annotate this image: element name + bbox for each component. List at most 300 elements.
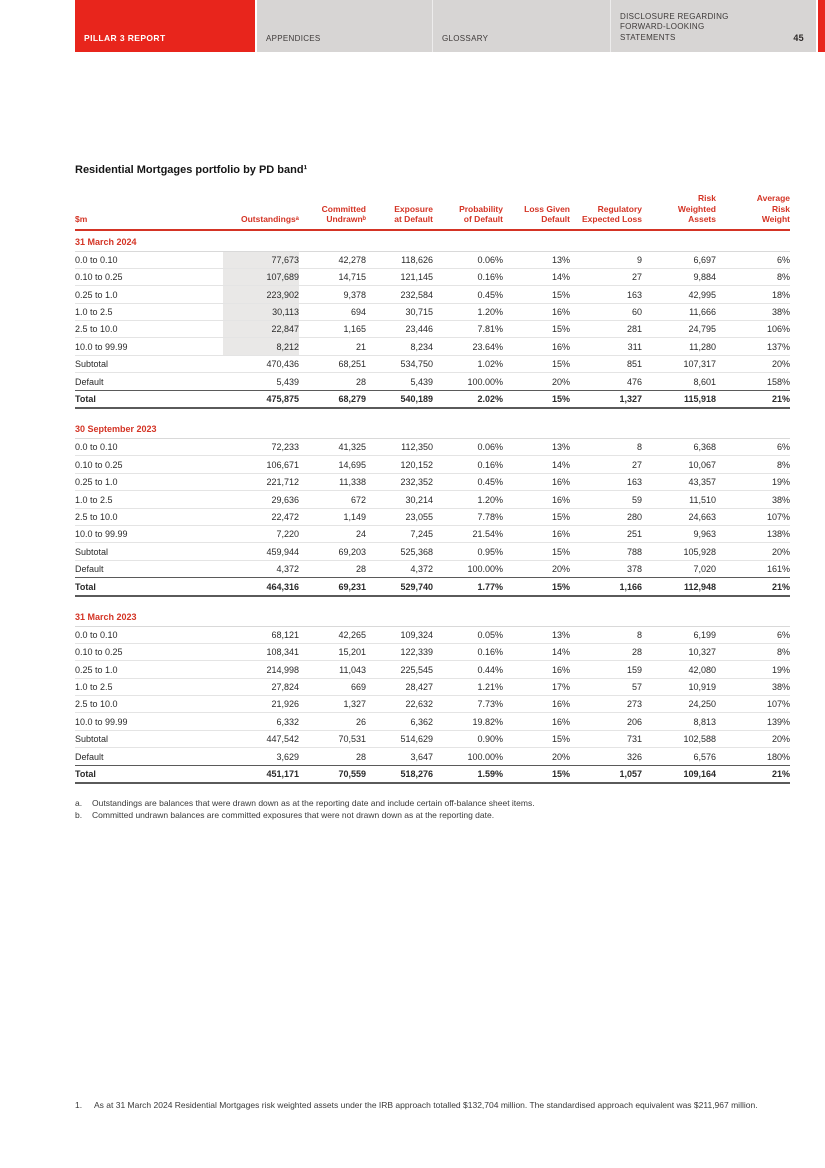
- cell-average-risk-weight: 38%: [716, 303, 790, 320]
- cell-outstandings: 21,926: [223, 696, 299, 713]
- row-label: 0.25 to 1.0: [75, 473, 223, 490]
- cell-loss-given-default: 17%: [503, 678, 570, 695]
- cell-regulatory-expected-loss: 851: [570, 355, 642, 372]
- cell-committed-undrawn: 669: [299, 678, 366, 695]
- cell-committed-undrawn: 42,278: [299, 251, 366, 268]
- cell-outstandings: 68,121: [223, 626, 299, 643]
- cell-outstandings: 8,212: [223, 338, 299, 355]
- cell-outstandings: 451,171: [223, 765, 299, 783]
- cell-outstandings: 4,372: [276, 564, 299, 575]
- cell-risk-weighted-assets: 8,813: [642, 713, 716, 730]
- cell-exposure-at-default: 28,427: [366, 678, 433, 695]
- cell-exposure-at-default: 5,439: [410, 376, 433, 387]
- cell-loss-given-default: 16%: [503, 491, 570, 508]
- cell-regulatory-expected-loss: 326: [626, 751, 642, 762]
- row-label: 2.5 to 10.0: [75, 508, 223, 525]
- cell-loss-given-default: 15%: [503, 578, 570, 596]
- table-row: [75, 643, 790, 660]
- cell-regulatory-expected-loss: 273: [570, 696, 642, 713]
- cell-outstandings: 470,436: [223, 355, 299, 372]
- cell-average-risk-weight: 19%: [716, 473, 790, 490]
- column-header-pd-band: $m: [75, 193, 223, 230]
- cell-exposure-at-default: 232,352: [366, 473, 433, 490]
- pd-band-table-container: [75, 193, 790, 784]
- cell-committed-undrawn: 68,279: [299, 390, 366, 408]
- cell-risk-weighted-assets: 9,963: [642, 525, 716, 542]
- cell-committed-undrawn: 70,559: [299, 765, 366, 783]
- column-header-average-risk-weight: Average Risk Weight: [716, 193, 790, 230]
- cell-probability-of-default: 100.00%: [467, 751, 503, 762]
- cell-loss-given-default: 16%: [503, 661, 570, 678]
- row-label: Default: [75, 751, 104, 762]
- cell-risk-weighted-assets: 43,357: [642, 473, 716, 490]
- table-row: [75, 578, 790, 596]
- cell-probability-of-default: 0.44%: [433, 661, 503, 678]
- cell-exposure-at-default: 4,372: [410, 564, 433, 575]
- cell-risk-weighted-assets: 24,663: [642, 508, 716, 525]
- cell-exposure-at-default: 8,234: [366, 338, 433, 355]
- table-row: [75, 560, 790, 577]
- cell-committed-undrawn: 14,695: [299, 456, 366, 473]
- table-row: [75, 390, 790, 408]
- row-label: 0.0 to 0.10: [75, 626, 223, 643]
- row-label: 0.10 to 0.25: [75, 268, 223, 285]
- footnote-line: [75, 809, 790, 821]
- cell-loss-given-default: 15%: [503, 286, 570, 303]
- row-label: Default: [75, 564, 104, 575]
- row-label: 2.5 to 10.0: [75, 321, 223, 338]
- cell-committed-undrawn: 68,251: [299, 355, 366, 372]
- cell-risk-weighted-assets: 11,510: [642, 491, 716, 508]
- cell-exposure-at-default: 232,584: [366, 286, 433, 303]
- cell-average-risk-weight: 20%: [716, 355, 790, 372]
- cell-outstandings: 29,636: [223, 491, 299, 508]
- table-row: [75, 765, 790, 783]
- cell-probability-of-default: 7.81%: [433, 321, 503, 338]
- cell-probability-of-default: 100.00%: [467, 376, 503, 387]
- row-label: 0.25 to 1.0: [75, 661, 223, 678]
- cell-loss-given-default: 14%: [503, 268, 570, 285]
- cell-regulatory-expected-loss: 159: [570, 661, 642, 678]
- table-row: [75, 678, 790, 695]
- row-label: 1.0 to 2.5: [75, 678, 223, 695]
- cell-probability-of-default: 0.06%: [433, 251, 503, 268]
- cell-average-risk-weight: 21%: [716, 390, 790, 408]
- row-label: 0.0 to 0.10: [75, 251, 223, 268]
- cell-risk-weighted-assets: 10,327: [642, 643, 716, 660]
- cell-risk-weighted-assets: 7,020: [693, 564, 716, 575]
- row-label: Total: [75, 390, 223, 408]
- tab-glossary-label: GLOSSARY: [442, 34, 489, 43]
- cell-exposure-at-default: 109,324: [366, 626, 433, 643]
- row-label: 0.10 to 0.25: [75, 456, 223, 473]
- cell-probability-of-default: 21.54%: [433, 525, 503, 542]
- cell-probability-of-default: 0.95%: [433, 543, 503, 560]
- cell-loss-given-default: 15%: [503, 355, 570, 372]
- cell-committed-undrawn: 42,265: [299, 626, 366, 643]
- cell-loss-given-default: 20%: [551, 751, 570, 762]
- column-header-committed-undrawn: Committed Undrawnᵇ: [299, 193, 366, 230]
- cell-regulatory-expected-loss: 8: [570, 439, 642, 456]
- cell-exposure-at-default: 225,545: [366, 661, 433, 678]
- footnote-marker: b.: [75, 810, 83, 821]
- cell-regulatory-expected-loss: 27: [570, 456, 642, 473]
- cell-exposure-at-default: 23,055: [366, 508, 433, 525]
- cell-committed-undrawn: 41,325: [299, 439, 366, 456]
- cell-risk-weighted-assets: 11,666: [642, 303, 716, 320]
- cell-loss-given-default: 13%: [503, 626, 570, 643]
- cell-loss-given-default: 15%: [503, 390, 570, 408]
- section-date: 30 September 2023: [75, 408, 790, 439]
- cell-probability-of-default: 0.45%: [433, 286, 503, 303]
- main-content: [75, 52, 790, 822]
- cell-regulatory-expected-loss: 280: [570, 508, 642, 525]
- row-label: Total: [75, 765, 223, 783]
- cell-regulatory-expected-loss: 251: [570, 525, 642, 542]
- nav-left-margin: [0, 0, 75, 52]
- footnote-marker: a.: [75, 798, 83, 809]
- cell-committed-undrawn: 672: [299, 491, 366, 508]
- cell-regulatory-expected-loss: 1,057: [570, 765, 642, 783]
- cell-outstandings: 108,341: [223, 643, 299, 660]
- cell-probability-of-default: 0.16%: [433, 456, 503, 473]
- table-row: [75, 268, 790, 285]
- cell-committed-undrawn: 69,231: [299, 578, 366, 596]
- table-row: [75, 626, 790, 643]
- column-header-loss-given-default: Loss Given Default: [503, 193, 570, 230]
- cell-regulatory-expected-loss: 281: [570, 321, 642, 338]
- cell-outstandings: 22,472: [223, 508, 299, 525]
- cell-outstandings: 77,673: [223, 251, 299, 268]
- cell-committed-undrawn: 69,203: [299, 543, 366, 560]
- table-footnotes: [75, 797, 790, 822]
- row-label: Subtotal: [75, 543, 223, 560]
- row-label: 1.0 to 2.5: [75, 491, 223, 508]
- cell-average-risk-weight: 38%: [716, 491, 790, 508]
- cell-exposure-at-default: 3,647: [410, 751, 433, 762]
- cell-outstandings: 30,113: [223, 303, 299, 320]
- cell-outstandings: 6,332: [223, 713, 299, 730]
- cell-exposure-at-default: 7,245: [366, 525, 433, 542]
- cell-probability-of-default: 0.45%: [433, 473, 503, 490]
- pd-band-table: [75, 193, 790, 784]
- tab-appendices-label: APPENDICES: [266, 34, 321, 43]
- row-label: 1.0 to 2.5: [75, 303, 223, 320]
- cell-exposure-at-default: 120,152: [366, 456, 433, 473]
- cell-average-risk-weight: 6%: [716, 626, 790, 643]
- cell-committed-undrawn: 14,715: [299, 268, 366, 285]
- table-row: [75, 303, 790, 320]
- cell-committed-undrawn: 11,338: [299, 473, 366, 490]
- cell-regulatory-expected-loss: 731: [570, 730, 642, 747]
- tab-disclosure-forward-looking[interactable]: [611, 0, 816, 52]
- cell-exposure-at-default: 518,276: [366, 765, 433, 783]
- cell-committed-undrawn: 24: [299, 525, 366, 542]
- cell-exposure-at-default: 534,750: [366, 355, 433, 372]
- cell-regulatory-expected-loss: 1,166: [570, 578, 642, 596]
- section-header-row: [75, 230, 790, 252]
- cell-loss-given-default: 16%: [503, 473, 570, 490]
- cell-exposure-at-default: 121,145: [366, 268, 433, 285]
- cell-average-risk-weight: 6%: [716, 439, 790, 456]
- cell-probability-of-default: 1.59%: [433, 765, 503, 783]
- cell-risk-weighted-assets: 102,588: [642, 730, 716, 747]
- cell-exposure-at-default: 30,214: [366, 491, 433, 508]
- section-date: 31 March 2024: [75, 230, 790, 252]
- row-label: Subtotal: [75, 730, 223, 747]
- cell-regulatory-expected-loss: 28: [570, 643, 642, 660]
- cell-risk-weighted-assets: 6,576: [693, 751, 716, 762]
- row-label: 10.0 to 99.99: [75, 338, 223, 355]
- cell-risk-weighted-assets: 6,199: [642, 626, 716, 643]
- cell-regulatory-expected-loss: 163: [570, 286, 642, 303]
- cell-committed-undrawn: 28: [355, 751, 366, 762]
- cell-exposure-at-default: 6,362: [366, 713, 433, 730]
- cell-regulatory-expected-loss: 8: [570, 626, 642, 643]
- cell-regulatory-expected-loss: 27: [570, 268, 642, 285]
- table-row: [75, 251, 790, 268]
- cell-risk-weighted-assets: 8,601: [693, 376, 716, 387]
- table-row: [75, 473, 790, 490]
- table-row: [75, 338, 790, 355]
- cell-probability-of-default: 1.21%: [433, 678, 503, 695]
- cell-outstandings: 27,824: [223, 678, 299, 695]
- table-row: [75, 543, 790, 560]
- cell-loss-given-default: 16%: [503, 338, 570, 355]
- page-title: Residential Mortgages portfolio by PD band¹: [75, 164, 308, 176]
- cell-risk-weighted-assets: 24,250: [642, 696, 716, 713]
- table-row: [75, 748, 790, 765]
- row-label: Default: [75, 376, 104, 387]
- cell-average-risk-weight: 180%: [766, 751, 790, 762]
- cell-loss-given-default: 14%: [503, 456, 570, 473]
- cell-exposure-at-default: 529,740: [366, 578, 433, 596]
- cell-committed-undrawn: 11,043: [299, 661, 366, 678]
- cell-average-risk-weight: 18%: [716, 286, 790, 303]
- cell-regulatory-expected-loss: 163: [570, 473, 642, 490]
- cell-regulatory-expected-loss: 9: [570, 251, 642, 268]
- page-number: 45: [793, 33, 804, 43]
- cell-average-risk-weight: 21%: [716, 765, 790, 783]
- column-header-risk-weighted-assets: Risk Weighted Assets: [642, 193, 716, 230]
- cell-outstandings: 3,629: [276, 751, 299, 762]
- cell-probability-of-default: 1.77%: [433, 578, 503, 596]
- footnote-text: Committed undrawn balances are committed exposures that were not drawn down as at the reporting date.: [92, 810, 495, 821]
- cell-outstandings: 464,316: [223, 578, 299, 596]
- section-header-row: [75, 408, 790, 439]
- cell-loss-given-default: 16%: [503, 713, 570, 730]
- cell-loss-given-default: 20%: [551, 376, 570, 387]
- cell-probability-of-default: 0.06%: [433, 439, 503, 456]
- cell-probability-of-default: 2.02%: [433, 390, 503, 408]
- cell-loss-given-default: 15%: [503, 508, 570, 525]
- section-date: 31 March 2023: [75, 596, 790, 627]
- cell-risk-weighted-assets: 9,884: [642, 268, 716, 285]
- cell-committed-undrawn: 21: [299, 338, 366, 355]
- cell-average-risk-weight: 6%: [716, 251, 790, 268]
- cell-average-risk-weight: 161%: [766, 564, 790, 575]
- cell-loss-given-default: 16%: [503, 696, 570, 713]
- cell-outstandings: 72,233: [223, 439, 299, 456]
- cell-committed-undrawn: 28: [355, 564, 366, 575]
- table-row: [75, 730, 790, 747]
- tab-glossary[interactable]: [433, 0, 611, 52]
- cell-exposure-at-default: 22,632: [366, 696, 433, 713]
- cell-committed-undrawn: 9,378: [299, 286, 366, 303]
- column-header-regulatory-expected-loss: Regulatory Expected Loss: [570, 193, 642, 230]
- cell-probability-of-default: 0.16%: [433, 643, 503, 660]
- cell-probability-of-default: 0.16%: [433, 268, 503, 285]
- cell-outstandings: 223,902: [223, 286, 299, 303]
- table-row: [75, 355, 790, 372]
- cell-exposure-at-default: 122,339: [366, 643, 433, 660]
- tab-pillar-3-report-label: PILLAR 3 REPORT: [84, 33, 166, 43]
- cell-probability-of-default: 0.90%: [433, 730, 503, 747]
- cell-average-risk-weight: 19%: [716, 661, 790, 678]
- cell-exposure-at-default: 525,368: [366, 543, 433, 560]
- cell-loss-given-default: 15%: [503, 765, 570, 783]
- row-label: 10.0 to 99.99: [75, 713, 223, 730]
- cell-average-risk-weight: 21%: [716, 578, 790, 596]
- cell-average-risk-weight: 158%: [766, 376, 790, 387]
- cell-average-risk-weight: 107%: [716, 696, 790, 713]
- table-row: [75, 713, 790, 730]
- column-header-probability-of-default: Probability of Default: [433, 193, 503, 230]
- cell-outstandings: 459,944: [223, 543, 299, 560]
- page-edge-tab: [818, 0, 825, 52]
- cell-average-risk-weight: 20%: [716, 543, 790, 560]
- bottom-footnote: [75, 1100, 790, 1112]
- cell-average-risk-weight: 8%: [716, 268, 790, 285]
- cell-risk-weighted-assets: 105,928: [642, 543, 716, 560]
- table-row: [75, 491, 790, 508]
- cell-average-risk-weight: 20%: [716, 730, 790, 747]
- cell-loss-given-default: 15%: [503, 321, 570, 338]
- cell-outstandings: 5,439: [276, 376, 299, 387]
- cell-loss-given-default: 13%: [503, 251, 570, 268]
- cell-average-risk-weight: 106%: [716, 321, 790, 338]
- footnote-text: Outstandings are balances that were drawn down as at the reporting date and include certain off-balance sheet items.: [92, 798, 535, 809]
- top-navigation: [0, 0, 825, 52]
- cell-average-risk-weight: 8%: [716, 456, 790, 473]
- footnote-line: [75, 797, 790, 809]
- row-label: 2.5 to 10.0: [75, 696, 223, 713]
- cell-exposure-at-default: 118,626: [366, 251, 433, 268]
- bottom-footnote-marker: 1.: [75, 1100, 83, 1110]
- table-row: [75, 525, 790, 542]
- cell-risk-weighted-assets: 42,995: [642, 286, 716, 303]
- cell-regulatory-expected-loss: 57: [570, 678, 642, 695]
- table-row: [75, 373, 790, 390]
- cell-exposure-at-default: 23,446: [366, 321, 433, 338]
- cell-risk-weighted-assets: 115,918: [642, 390, 716, 408]
- cell-outstandings: 221,712: [223, 473, 299, 490]
- cell-probability-of-default: 7.78%: [433, 508, 503, 525]
- cell-committed-undrawn: 694: [299, 303, 366, 320]
- cell-probability-of-default: 23.64%: [433, 338, 503, 355]
- row-label: 0.25 to 1.0: [75, 286, 223, 303]
- cell-risk-weighted-assets: 109,164: [642, 765, 716, 783]
- cell-average-risk-weight: 138%: [716, 525, 790, 542]
- table-row: [75, 696, 790, 713]
- cell-probability-of-default: 1.02%: [433, 355, 503, 372]
- cell-loss-given-default: 13%: [503, 439, 570, 456]
- row-label: 0.10 to 0.25: [75, 643, 223, 660]
- table-row: [75, 439, 790, 456]
- cell-risk-weighted-assets: 42,080: [642, 661, 716, 678]
- cell-exposure-at-default: 514,629: [366, 730, 433, 747]
- cell-regulatory-expected-loss: 1,327: [570, 390, 642, 408]
- cell-regulatory-expected-loss: 60: [570, 303, 642, 320]
- cell-outstandings: 106,671: [223, 456, 299, 473]
- row-label: 10.0 to 99.99: [75, 525, 223, 542]
- cell-risk-weighted-assets: 11,280: [642, 338, 716, 355]
- tab-pillar-3-report[interactable]: [75, 0, 255, 52]
- section-header-row: [75, 596, 790, 627]
- cell-probability-of-default: 1.20%: [433, 303, 503, 320]
- cell-committed-undrawn: 26: [299, 713, 366, 730]
- cell-average-risk-weight: 107%: [716, 508, 790, 525]
- cell-risk-weighted-assets: 6,697: [642, 251, 716, 268]
- row-label: 0.0 to 0.10: [75, 439, 223, 456]
- cell-average-risk-weight: 38%: [716, 678, 790, 695]
- cell-probability-of-default: 7.73%: [433, 696, 503, 713]
- cell-exposure-at-default: 30,715: [366, 303, 433, 320]
- cell-probability-of-default: 100.00%: [467, 564, 503, 575]
- cell-outstandings: 107,689: [223, 268, 299, 285]
- table-row: [75, 321, 790, 338]
- cell-risk-weighted-assets: 6,368: [642, 439, 716, 456]
- column-header-outstandings: Outstandingsᵃ: [223, 193, 299, 230]
- cell-risk-weighted-assets: 112,948: [642, 578, 716, 596]
- cell-regulatory-expected-loss: 378: [626, 564, 642, 575]
- cell-loss-given-default: 16%: [503, 303, 570, 320]
- cell-probability-of-default: 1.20%: [433, 491, 503, 508]
- cell-committed-undrawn: 1,327: [299, 696, 366, 713]
- bottom-footnote-text: As at 31 March 2024 Residential Mortgages risk weighted assets under the IRB approach totalled $132,704 million. The standardised approach equivalent was $211,967 million.: [94, 1100, 758, 1110]
- cell-regulatory-expected-loss: 59: [570, 491, 642, 508]
- cell-regulatory-expected-loss: 311: [570, 338, 642, 355]
- cell-committed-undrawn: 1,149: [299, 508, 366, 525]
- cell-regulatory-expected-loss: 206: [570, 713, 642, 730]
- table-row: [75, 508, 790, 525]
- cell-average-risk-weight: 137%: [716, 338, 790, 355]
- table-row: [75, 661, 790, 678]
- tab-appendices[interactable]: [257, 0, 433, 52]
- cell-outstandings: 7,220: [223, 525, 299, 542]
- cell-risk-weighted-assets: 24,795: [642, 321, 716, 338]
- cell-exposure-at-default: 540,189: [366, 390, 433, 408]
- cell-outstandings: 475,875: [223, 390, 299, 408]
- cell-loss-given-default: 15%: [503, 730, 570, 747]
- cell-regulatory-expected-loss: 788: [570, 543, 642, 560]
- cell-risk-weighted-assets: 10,067: [642, 456, 716, 473]
- cell-risk-weighted-assets: 10,919: [642, 678, 716, 695]
- cell-committed-undrawn: 1,165: [299, 321, 366, 338]
- cell-outstandings: 214,998: [223, 661, 299, 678]
- cell-loss-given-default: 20%: [551, 564, 570, 575]
- cell-committed-undrawn: 70,531: [299, 730, 366, 747]
- cell-committed-undrawn: 28: [355, 376, 366, 387]
- row-label: Subtotal: [75, 355, 223, 372]
- cell-outstandings: 447,542: [223, 730, 299, 747]
- cell-risk-weighted-assets: 107,317: [642, 355, 716, 372]
- cell-outstandings: 22,847: [223, 321, 299, 338]
- row-label: Total: [75, 578, 223, 596]
- cell-loss-given-default: 15%: [503, 543, 570, 560]
- tab-disclosure-label: DISCLOSURE REGARDING FORWARD-LOOKING STATEMENTS: [620, 11, 729, 42]
- cell-probability-of-default: 0.05%: [433, 626, 503, 643]
